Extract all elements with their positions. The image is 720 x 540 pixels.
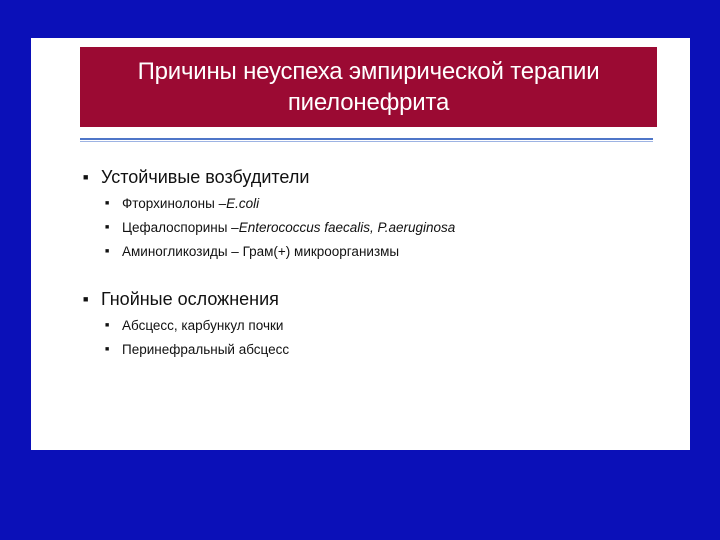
title-divider-secondary bbox=[80, 141, 653, 142]
title-line-2: пиелонефрита bbox=[287, 89, 450, 116]
bullet-square-icon: ■ bbox=[83, 294, 89, 304]
sub-bullet-square-icon: ■ bbox=[105, 248, 110, 255]
sub-bullet-list bbox=[83, 314, 663, 362]
sub-bullet-square-icon: ■ bbox=[105, 200, 110, 207]
sub-bullet-item bbox=[83, 240, 663, 264]
bullet-heading-text: Устойчивые возбудители bbox=[101, 167, 310, 187]
title-line-1: Причины неуспеха эмпирической терапии bbox=[137, 58, 600, 85]
sub-bullet-square-icon: ■ bbox=[105, 346, 110, 353]
title-divider bbox=[80, 138, 653, 140]
sub-bullet-text: Цефалоспорины – bbox=[122, 220, 239, 235]
slide-title bbox=[138, 56, 600, 118]
sub-bullet-italic-text: E.coli bbox=[226, 196, 260, 211]
bullet-heading-text: Гнойные осложнения bbox=[101, 289, 279, 309]
bullet-heading bbox=[83, 288, 663, 310]
sub-bullet-item bbox=[83, 338, 663, 362]
sub-bullet-text: Аминогликозиды – Грам(+) микроорганизмы bbox=[122, 244, 400, 259]
sub-bullet-item bbox=[83, 216, 663, 240]
bullet-group-purulent bbox=[83, 288, 663, 362]
slide bbox=[31, 38, 690, 450]
sub-bullet-text: Перинефральный абсцесс bbox=[122, 342, 290, 357]
sub-bullet-square-icon: ■ bbox=[105, 224, 110, 231]
bullet-list bbox=[83, 166, 663, 362]
sub-bullet-italic-text: Enterococcus faecalis, P.aeruginosa bbox=[238, 220, 456, 235]
bullet-heading bbox=[83, 166, 663, 188]
bullet-square-icon: ■ bbox=[83, 172, 89, 182]
sub-bullet-item bbox=[83, 314, 663, 338]
sub-bullet-text: Абсцесс, карбункул почки bbox=[122, 318, 284, 333]
title-banner bbox=[80, 47, 657, 127]
sub-bullet-list bbox=[83, 192, 663, 264]
sub-bullet-item bbox=[83, 192, 663, 216]
sub-bullet-text: Фторхинолоны – bbox=[122, 196, 227, 211]
bullet-group-resistant bbox=[83, 166, 663, 264]
sub-bullet-square-icon: ■ bbox=[105, 322, 110, 329]
